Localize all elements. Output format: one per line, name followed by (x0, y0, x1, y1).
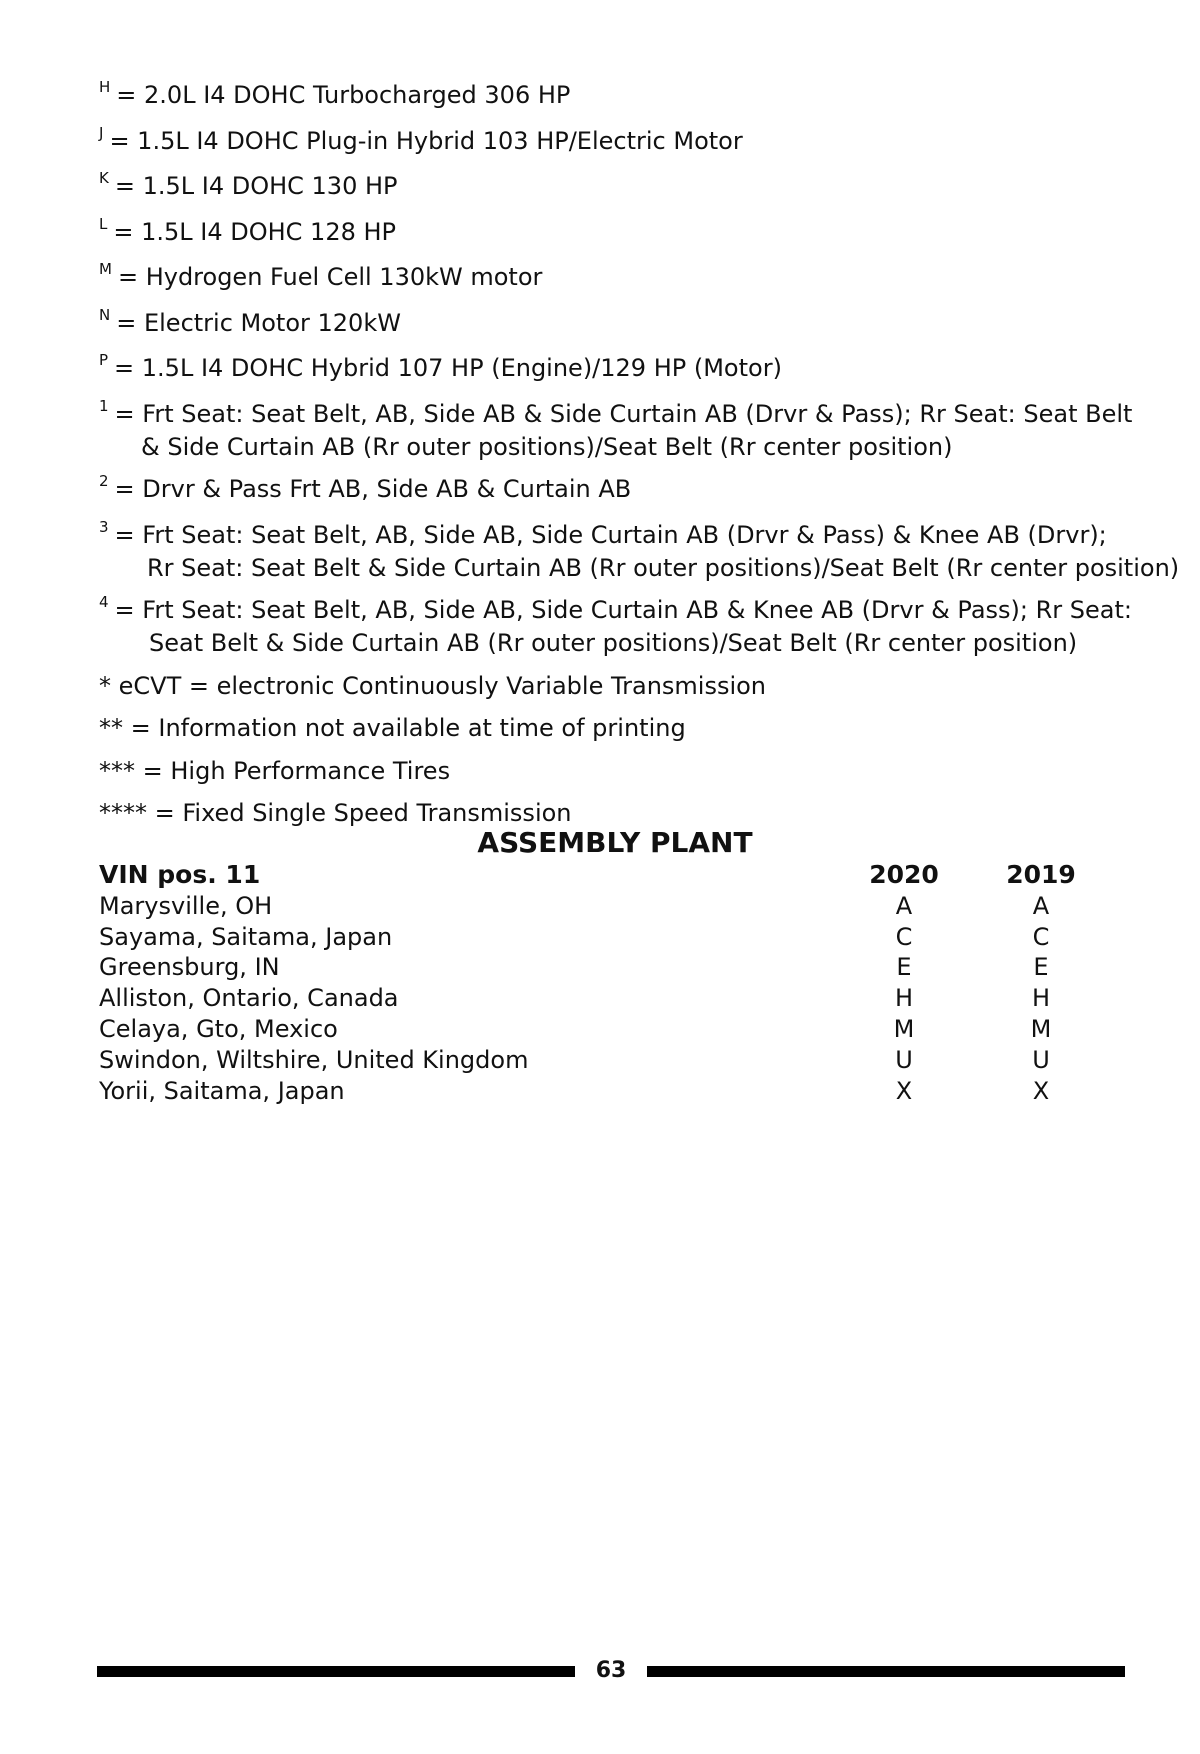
footnote-item (99, 671, 1139, 701)
footnote-text: = 2.0L I4 DOHC Turbocharged 306 HP (116, 81, 571, 109)
plant-code-2019: X (1032, 1076, 1050, 1105)
plant-code-2020: H (894, 984, 914, 1013)
footnote-mark: J (99, 123, 104, 142)
footnote-mark: H (99, 78, 111, 96)
footnote-text: = Hydrogen Fuel Cell 130kW motor (117, 263, 543, 291)
footnote-item (99, 396, 1139, 462)
footnote-mark: K (99, 169, 109, 187)
plant-code-2019: C (1032, 922, 1050, 951)
plant-code-2020: A (895, 891, 913, 920)
table-row (99, 1014, 1139, 1045)
footer-rule-right (647, 1666, 1125, 1677)
footnote-mark: 3 (99, 517, 109, 536)
footnote-item (99, 517, 1180, 583)
footnote-text: = 1.5L I4 DOHC 128 HP (113, 217, 397, 246)
plant-code-2020: C (895, 922, 913, 951)
footnote-mark: P (99, 351, 109, 369)
plant-code-2020: E (896, 953, 912, 982)
column-header-2020: 2020 (869, 860, 939, 889)
table-row (99, 1045, 1139, 1076)
plant-code-2019: A (1032, 891, 1050, 920)
footnote-item (99, 474, 1139, 507)
footnote-continuation: & Side Curtain AB (Rr outer positions)/Seat Belt (Rr center position) (141, 432, 953, 461)
footnote-continuation: Rr Seat: Seat Belt & Side Curtain AB (Rr outer positions)/Seat Belt (Rr center position) (147, 553, 1180, 582)
plant-code-2020: X (895, 1076, 913, 1105)
footnote-mark: L (99, 214, 108, 233)
plant-code-2019: U (1032, 1045, 1050, 1074)
footnote-continuation: Seat Belt & Side Curtain AB (Rr outer positions)/Seat Belt (Rr center position) (149, 629, 1078, 657)
plant-code-2019: E (1033, 953, 1049, 982)
footnote-text: = Electric Motor 120kW (116, 308, 401, 337)
footnote-text: **** = Fixed Single Speed Transmission (99, 799, 572, 827)
table-row (99, 1076, 1139, 1107)
footnote-text: = Drvr & Pass Frt AB, Side AB & Curtain AB (114, 475, 632, 503)
footnote-mark: M (99, 260, 112, 278)
footnote-mark: 1 (99, 396, 109, 415)
plant-location: Yorii, Saitama, Japan (99, 1076, 345, 1105)
assembly-plant-table (99, 860, 1139, 1106)
footnote-text: = 1.5L I4 DOHC Hybrid 107 HP (Engine)/129 HP (Motor) (114, 354, 782, 382)
footnote-item (99, 353, 1139, 386)
table-row (99, 922, 1139, 953)
footnote-item (99, 80, 1139, 113)
footnote-list (99, 78, 1180, 841)
table-header-row (99, 860, 1139, 891)
footnote-item (99, 713, 1139, 743)
page-footer (97, 1655, 1125, 1687)
column-header-label: VIN pos. 11 (99, 860, 261, 889)
table-row (99, 983, 1139, 1014)
table-row (99, 891, 1139, 922)
plant-code-2019: H (1031, 984, 1051, 1013)
footnote-text: = Frt Seat: Seat Belt, AB, Side AB, Side Curtain AB & Knee AB (Drvr & Pass); Rr Seat: (114, 596, 1132, 624)
plant-location: Sayama, Saitama, Japan (99, 922, 393, 951)
footnote-text: = 1.5L I4 DOHC 130 HP (114, 172, 398, 200)
footnote-mark: 2 (99, 472, 109, 490)
plant-code-2020: M (893, 1014, 915, 1043)
section-title: ASSEMBLY PLANT (477, 826, 753, 859)
footnote-text: = Frt Seat: Seat Belt, AB, Side AB, Side Curtain AB (Drvr & Pass) & Knee AB (Drvr); (114, 520, 1107, 549)
plant-code-2020: U (895, 1045, 913, 1074)
table-row (99, 952, 1139, 983)
footnote-item (99, 305, 1139, 341)
footnote-mark: N (99, 305, 111, 324)
plant-location: Greensburg, IN (99, 953, 280, 982)
footnote-text: = Frt Seat: Seat Belt, AB, Side AB & Side Curtain AB (Drvr & Pass); Rr Seat: Seat Belt (114, 399, 1133, 428)
footnote-item (99, 171, 1139, 204)
plant-code-2019: M (1030, 1014, 1052, 1043)
footnote-item (99, 595, 1139, 658)
plant-location: Alliston, Ontario, Canada (99, 984, 399, 1013)
footnote-item (99, 123, 1139, 159)
footnote-text: = 1.5L I4 DOHC Plug-in Hybrid 103 HP/Electric Motor (109, 126, 743, 155)
footnote-item (99, 214, 1139, 250)
footer-rule-left (97, 1666, 575, 1677)
footnote-item (99, 798, 1139, 828)
plant-location: Celaya, Gto, Mexico (99, 1014, 338, 1043)
page-number: 63 (595, 1658, 627, 1683)
plant-location: Swindon, Wiltshire, United Kingdom (99, 1045, 529, 1074)
footnote-mark: 4 (99, 593, 109, 611)
plant-location: Marysville, OH (99, 891, 273, 920)
footnote-item (99, 262, 1139, 295)
footnote-item (99, 756, 1139, 786)
column-header-2019: 2019 (1006, 860, 1076, 889)
footnote-text: ** = Information not available at time of printing (99, 714, 686, 742)
footnote-text: * eCVT = electronic Continuously Variable Transmission (99, 671, 767, 700)
footnote-text: *** = High Performance Tires (99, 756, 451, 785)
